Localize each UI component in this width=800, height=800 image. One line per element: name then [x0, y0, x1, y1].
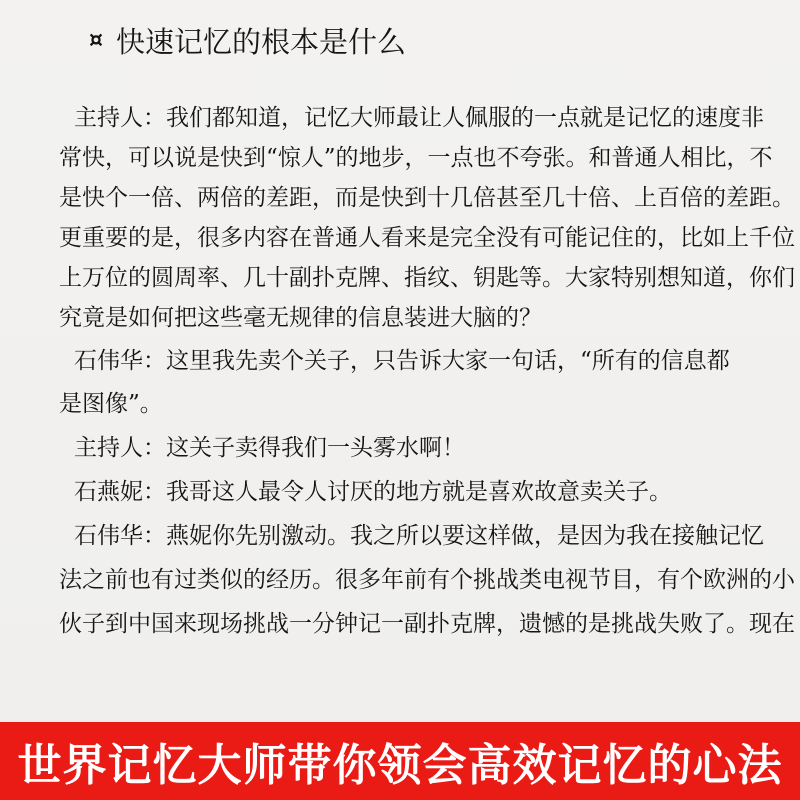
text-line: 上万位的圆周率、几十副扑克牌、指纹、钥匙等。大家特别想知道，你们 — [59, 265, 795, 291]
text-line: 主持人：我们都知道，记忆大师最让人佩服的一点就是记忆的速度非 — [74, 105, 764, 131]
text-line: 究竟是如何把这些毫无规律的信息装进大脑的？ — [59, 305, 542, 331]
text-line: 更重要的是，很多内容在普通人看来是完全没有可能记住的，比如上千位 — [59, 225, 795, 251]
section-heading — [86, 20, 406, 60]
text-line: 主持人：这关子卖得我们一头雾水啊！ — [74, 435, 465, 461]
banner-text: 世界记忆大师带你领会高效记忆的心法 — [17, 740, 783, 791]
text-line: 常快，可以说是快到“惊人”的地步，一点也不夸张。和普通人相比，不 — [59, 145, 773, 171]
text-line: 是快个一倍、两倍的差距，而是快到十几倍甚至几十倍、上百倍的差距。 — [59, 185, 795, 211]
text-line: 石伟华：燕妮你先别激动。我之所以要这样做，是因为我在接触记忆 — [74, 523, 764, 549]
text-line: 石伟华：这里我先卖个关子，只告诉大家一句话，“所有的信息都 — [74, 348, 730, 374]
text-line: 法之前也有过类似的经历。很多年前有个挑战类电视节目，有个欧洲的小 — [59, 567, 795, 593]
text-line: 石燕妮：我哥这人最令人讨厌的地方就是喜欢故意卖关子。 — [74, 479, 672, 505]
section-title: 快速记忆的根本是什么 — [116, 24, 407, 59]
text-line: 伙子到中国来现场挑战一分钟记一副扑克牌，遗憾的是挑战失败了。现在 — [59, 611, 795, 637]
section-marker-icon: ¤ — [89, 27, 103, 53]
text-line: 是图像”。 — [59, 391, 163, 417]
promo-banner — [0, 722, 800, 800]
